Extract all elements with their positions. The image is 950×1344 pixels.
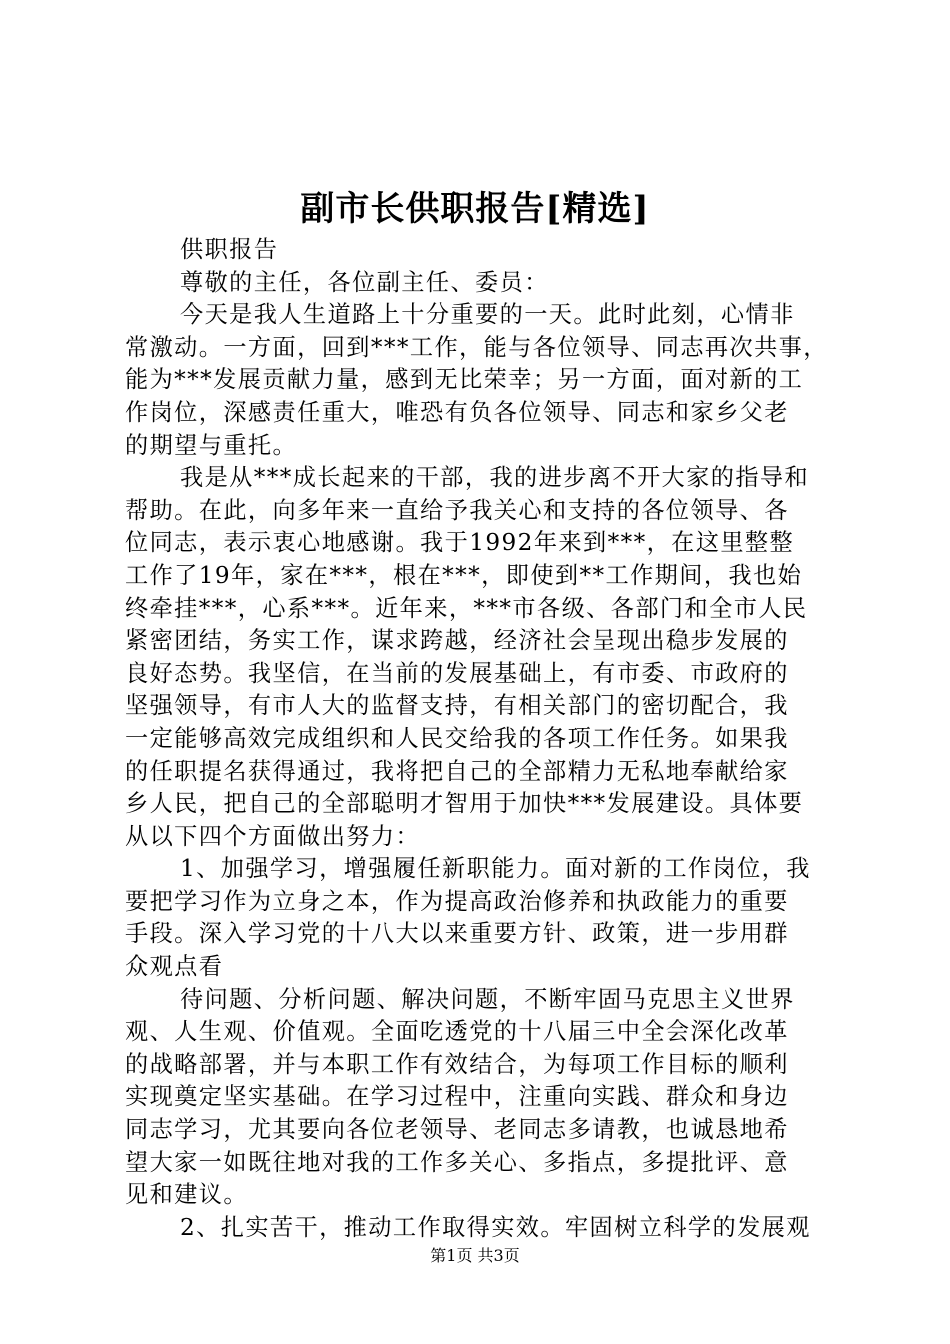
text-line: 帮助。在此，向多年来一直给予我关心和支持的各位领导、各	[125, 496, 789, 524]
text-line: 从以下四个方面做出努力：	[125, 822, 421, 850]
text-line: 位同志，表示衷心地感谢。我于1992年来到***，在这里整整	[125, 529, 795, 557]
text-line: 我是从***成长起来的干部，我的进步离不开大家的指导和	[180, 464, 810, 492]
text-line: 坚强领导，有市人大的监督支持，有相关部门的密切配合，我	[125, 692, 789, 720]
text-line: 实现奠定坚实基础。在学习过程中，注重向实践、群众和身边	[125, 1083, 789, 1111]
text-line: 的战略部署，并与本职工作有效结合，为每项工作目标的顺利	[125, 1050, 789, 1078]
text-line: 同志学习，尤其要向各位老领导、老同志多请教，也诚恳地希	[125, 1116, 789, 1144]
text-line: 要把学习作为立身之本，作为提高政治修养和执政能力的重要	[125, 887, 789, 915]
text-line: 望大家一如既往地对我的工作多关心、多指点，多提批评、意	[125, 1148, 789, 1176]
text-line: 1、加强学习，增强履任新职能力。面对新的工作岗位，我	[180, 855, 811, 883]
text-line: 今天是我人生道路上十分重要的一天。此时此刻，心情非	[180, 301, 795, 329]
text-line: 观、人生观、价值观。全面吃透党的十八届三中全会深化改革	[125, 1018, 789, 1046]
text-line: 待问题、分析问题、解决问题，不断牢固马克思主义世界	[180, 985, 795, 1013]
text-line: 良好态势。我坚信，在当前的发展基础上，有市委、市政府的	[125, 659, 789, 687]
text-line: 终牵挂***，心系***。近年来，***市各级、各部门和全市人民	[125, 594, 808, 622]
page-footer: 第1页 共3页	[430, 1246, 520, 1265]
text-line: 紧密团结，务实工作，谋求跨越，经济社会呈现出稳步发展的	[125, 627, 789, 655]
document-body	[125, 234, 837, 1244]
text-line: 工作了19年，家在***，根在***，即使到**工作期间，我也始	[125, 561, 803, 589]
text-line: 乡人民，把自己的全部聪明才智用于加快***发展建设。具体要	[125, 790, 804, 818]
text-line: 常激动。一方面，回到***工作，能与各位领导、同志再次共事，	[125, 333, 828, 361]
text-line: 尊敬的主任，各位副主任、委员：	[180, 268, 549, 296]
text-line: 2、扎实苦干，推动工作取得实效。牢固树立科学的发展观	[180, 1213, 811, 1241]
text-line: 见和建议。	[125, 1181, 248, 1209]
text-line: 一定能够高效完成组织和人民交给我的各项工作任务。如果我	[125, 724, 789, 752]
text-line: 的期望与重托。	[125, 431, 298, 459]
text-line: 众观点看	[125, 953, 224, 981]
document-title: 副市长供职报告[精选]	[300, 189, 650, 229]
text-line: 作岗位，深感责任重大，唯恐有负各位领导、同志和家乡父老	[125, 398, 789, 426]
text-line: 的任职提名获得通过，我将把自己的全部精力无私地奉献给家	[125, 757, 789, 785]
text-line: 手段。深入学习党的十八大以来重要方针、政策，进一步用群	[125, 920, 789, 948]
text-line: 能为***发展贡献力量，感到无比荣幸；另一方面，面对新的工	[125, 366, 804, 394]
text-line: 供职报告	[180, 236, 279, 263]
